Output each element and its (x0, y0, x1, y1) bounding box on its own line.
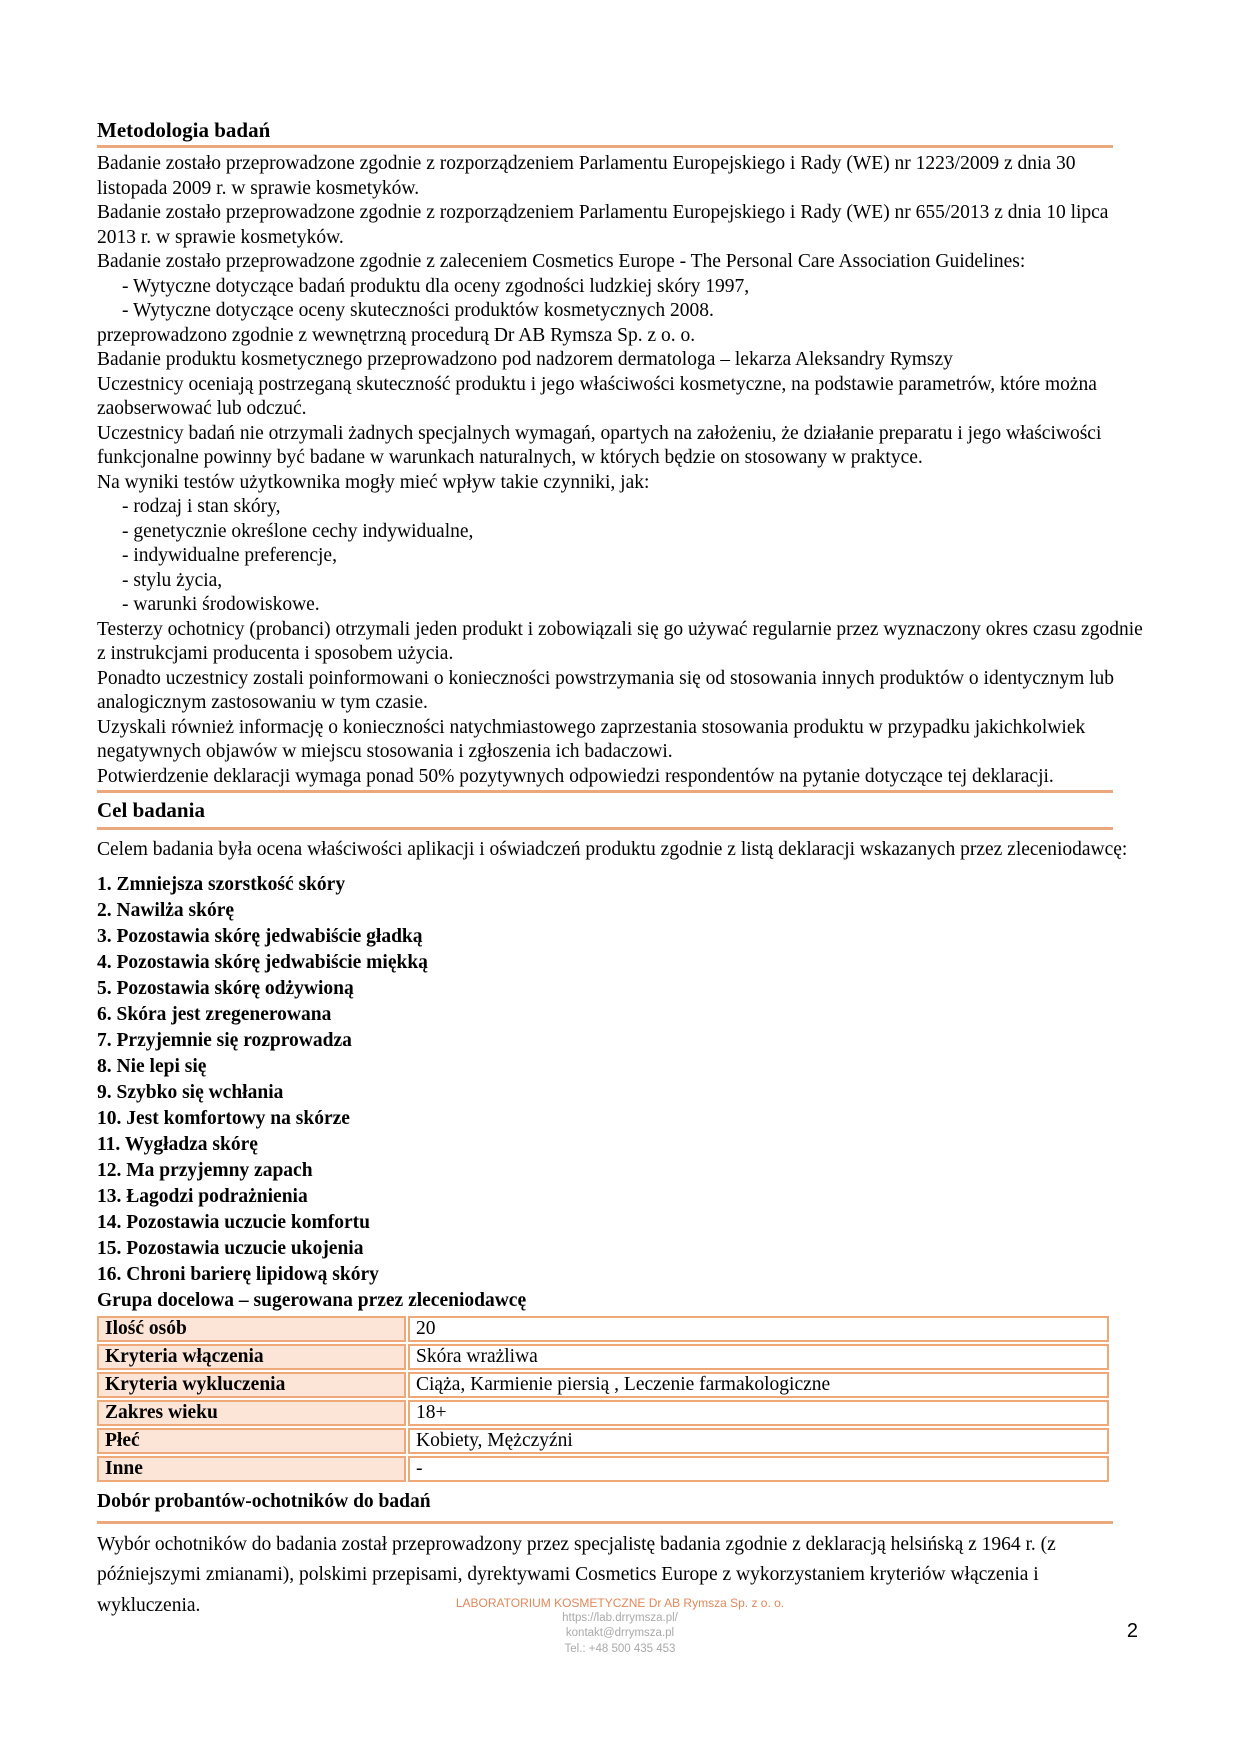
declaration-text: 9. Szybko się wchłania (97, 1081, 284, 1103)
goal-section-header (97, 790, 1113, 830)
footer-url: https://lab.drrymsza.pl/ (562, 1612, 678, 1624)
paragraph (97, 618, 1143, 667)
paragraph (97, 544, 1143, 569)
paragraph-text: Testerzy ochotnicy (probanci) otrzymali jeden produkt i zobowiązali się go używać regularnie przez wyznaczony okres czasu zgodnie z instrukcjami producenta i sposobem użycia. (97, 618, 1143, 664)
declaration-item (97, 1106, 1143, 1132)
row-label: Zakres wieku (105, 1401, 218, 1423)
paragraph-text: Na wyniki testów użytkownika mogły mieć wpływ takie czynniki, jak: (97, 471, 650, 493)
declaration-item (97, 1262, 1143, 1288)
row-value-cell (408, 1372, 1109, 1398)
declaration-text: 12. Ma przyjemny zapach (97, 1159, 313, 1181)
paragraph (97, 569, 1143, 594)
paragraph-text: - stylu życia, (122, 569, 223, 591)
row-value-cell (408, 1316, 1109, 1342)
declaration-item (97, 1080, 1143, 1106)
paragraph (97, 275, 1143, 300)
declaration-item (97, 976, 1143, 1002)
paragraph (97, 520, 1143, 545)
declaration-text: 2. Nawilża skórę (97, 899, 235, 921)
page-footer (0, 1595, 1240, 1657)
row-label: Płeć (105, 1429, 140, 1451)
paragraph-text: Uczestnicy badań nie otrzymali żadnych specjalnych wymagań, opartych na założeniu, że działanie preparatu i jego właściwości funkcjonalne powinny być badane w warunkach naturalnych, w których będzie on stosowany w praktyce. (97, 422, 1102, 468)
table-row (97, 1316, 1109, 1342)
table-row (97, 1456, 1109, 1482)
paragraph (97, 765, 1143, 790)
table-row (97, 1372, 1109, 1398)
row-label-cell (97, 1428, 406, 1454)
paragraph-text: Badanie zostało przeprowadzone zgodnie z rozporządzeniem Parlamentu Europejskiego i Rady (WE) nr 655/2013 z dnia 10 lipca 2013 r. w sprawie kosmetyków. (97, 202, 1109, 248)
declaration-item (97, 1002, 1143, 1028)
paragraph (97, 250, 1143, 275)
declarations-list (97, 872, 1143, 1288)
declaration-item (97, 1158, 1143, 1184)
declaration-item (97, 950, 1143, 976)
declaration-item (97, 1236, 1143, 1262)
table-row (97, 1344, 1109, 1370)
row-value: - (416, 1457, 423, 1479)
paragraph-text: Uczestnicy oceniają postrzeganą skuteczność produktu i jego właściwości kosmetyczne, na podstawie parametrów, które można zaobserwować lub odczuć. (97, 373, 1097, 419)
table-row (97, 1428, 1109, 1454)
declaration-text: 8. Nie lepi się (97, 1055, 207, 1077)
selection-section-title: Dobór probantów-ochotników do badań (97, 1490, 1113, 1524)
row-label: Ilość osób (105, 1317, 187, 1339)
paragraph-text: - rodzaj i stan skóry, (122, 496, 281, 517)
footer-lab-name: LABORATORIUM KOSMETYCZNE Dr AB Rymsza Sp. z o. o. (455, 1596, 785, 1610)
declaration-text: 11. Wygładza skórę (97, 1133, 258, 1155)
row-value: Kobiety, Mężczyźni (416, 1429, 573, 1451)
declaration-text: 7. Przyjemnie się rozprowadza (97, 1029, 352, 1051)
declaration-text: 16. Chroni barierę lipidową skóry (97, 1263, 379, 1285)
paragraph-text: - indywidualne preferencje, (122, 545, 337, 566)
declaration-item (97, 1210, 1143, 1236)
declaration-item (97, 1132, 1143, 1158)
declaration-text: 5. Pozostawia skórę odżywioną (97, 977, 354, 999)
footer-phone: Tel.: +48 500 435 453 (564, 1642, 676, 1655)
declaration-item (97, 1054, 1143, 1080)
declaration-text: 14. Pozostawia uczucie komfortu (97, 1211, 370, 1233)
declaration-text: 1. Zmniejsza szorstkość skóry (97, 873, 346, 895)
paragraph (97, 373, 1143, 422)
paragraph-text: Potwierdzenie deklaracji wymaga ponad 50% pozytywnych odpowiedzi respondentów na pytanie dotyczące tej deklaracji. (97, 765, 1054, 787)
page-number: 2 (1126, 1620, 1138, 1642)
methodology-section-title: Metodologia badań (97, 118, 1113, 148)
paragraph (97, 471, 1143, 496)
goal-section-title: Cel badania (97, 798, 205, 822)
row-label-cell (97, 1456, 406, 1482)
paragraph-text: przeprowadzono zgodnie z wewnętrzną procedurą Dr AB Rymsza Sp. z o. o. (97, 324, 696, 346)
paragraph (97, 348, 1143, 373)
row-value: Ciąża, Karmienie piersią , Leczenie farmakologiczne (416, 1373, 831, 1395)
paragraph-text: Uzyskali również informację o konieczności natychmiastowego zaprzestania stosowania produktu w przypadku jakichkolwiek negatywnych objawów w miejscu stosowania i zgłoszenia ich badaczowi. (97, 716, 1086, 762)
row-label: Kryteria wykluczenia (105, 1373, 286, 1395)
target-group-title: Grupa docelowa – sugerowana przez zleceniodawcę (97, 1289, 527, 1311)
row-value: 20 (416, 1317, 436, 1339)
goal-intro-paragraph: Celem badania była ocena właściwości aplikacji i oświadczeń produktu zgodnie z listą deklaracji wskazanych przez zleceniodawcę: (97, 839, 1128, 860)
declaration-text: 6. Skóra jest zregenerowana (97, 1003, 332, 1025)
paragraph (97, 593, 1143, 618)
paragraph (97, 299, 1143, 324)
row-value-cell (408, 1428, 1109, 1454)
selection-paragraph: Wybór ochotników do badania został przeprowadzony przez specjalistę badania zgodnie z deklaracją helsińską z 1964 r. (z późniejszymi zmianami), polskimi przepisami, dyrektywami Cosmetics Europe z wykorzystaniem kryteriów włączenia i wykluczenia. (97, 1533, 1056, 1616)
target-group-table-body (97, 1316, 1109, 1482)
row-value-cell (408, 1344, 1109, 1370)
methodology-paragraphs (97, 152, 1143, 789)
table-row (97, 1400, 1109, 1426)
footer-email: kontakt@drrymsza.pl (565, 1627, 675, 1640)
paragraph-text: - Wytyczne dotyczące oceny skuteczności produktów kosmetycznych 2008. (122, 300, 714, 321)
declaration-text: 10. Jest komfortowy na skórze (97, 1107, 350, 1129)
paragraph-text: - genetycznie określone cechy indywidualne, (122, 520, 474, 542)
declaration-item (97, 1184, 1143, 1210)
row-value: 18+ (416, 1401, 447, 1423)
paragraph-text: Badanie zostało przeprowadzone zgodnie z rozporządzeniem Parlamentu Europejskiego i Rady (WE) nr 1223/2009 z dnia 30 listopada 2009 r. w sprawie kosmetyków. (97, 153, 1076, 199)
declaration-item (97, 898, 1143, 924)
row-value-cell (408, 1456, 1109, 1482)
paragraph-text: - warunki środowiskowe. (122, 594, 320, 615)
paragraph-text: Ponadto uczestnicy zostali poinformowani o konieczności powstrzymania się od stosowania innych produktów o identycznym lub analogicznym zastosowaniu w tym czasie. (97, 667, 1115, 713)
paragraph (97, 324, 1143, 349)
paragraph-text: Badanie zostało przeprowadzone zgodnie z zaleceniem Cosmetics Europe - The Personal Care Association Guidelines: (97, 251, 1026, 272)
row-label-cell (97, 1344, 406, 1370)
row-label: Inne (105, 1457, 143, 1479)
paragraph (97, 152, 1143, 201)
row-label-cell (97, 1316, 406, 1342)
paragraph-text: Badanie produktu kosmetycznego przeprowadzono pod nadzorem dermatologa – lekarza Aleksandry Rymszy (97, 349, 953, 370)
declaration-text: 3. Pozostawia skórę jedwabiście gładką (97, 925, 423, 947)
declaration-item (97, 924, 1143, 950)
row-value: Skóra wrażliwa (416, 1345, 538, 1367)
paragraph-text: - Wytyczne dotyczące badań produktu dla oceny zgodności ludzkiej skóry 1997, (122, 275, 750, 297)
row-label-cell (97, 1372, 406, 1398)
declaration-item (97, 872, 1143, 898)
paragraph (97, 495, 1143, 520)
declaration-item (97, 1028, 1143, 1054)
declaration-text: 15. Pozostawia uczucie ukojenia (97, 1237, 364, 1259)
declaration-text: 13. Łagodzi podrażnienia (97, 1185, 308, 1207)
declaration-text: 4. Pozostawia skórę jedwabiście miękką (97, 951, 428, 973)
row-value-cell (408, 1400, 1109, 1426)
row-label: Kryteria włączenia (105, 1345, 264, 1367)
paragraph (97, 201, 1143, 250)
target-group-table (95, 1314, 1111, 1484)
paragraph (97, 716, 1143, 765)
paragraph (97, 667, 1143, 716)
row-label-cell (97, 1400, 406, 1426)
paragraph (97, 422, 1143, 471)
